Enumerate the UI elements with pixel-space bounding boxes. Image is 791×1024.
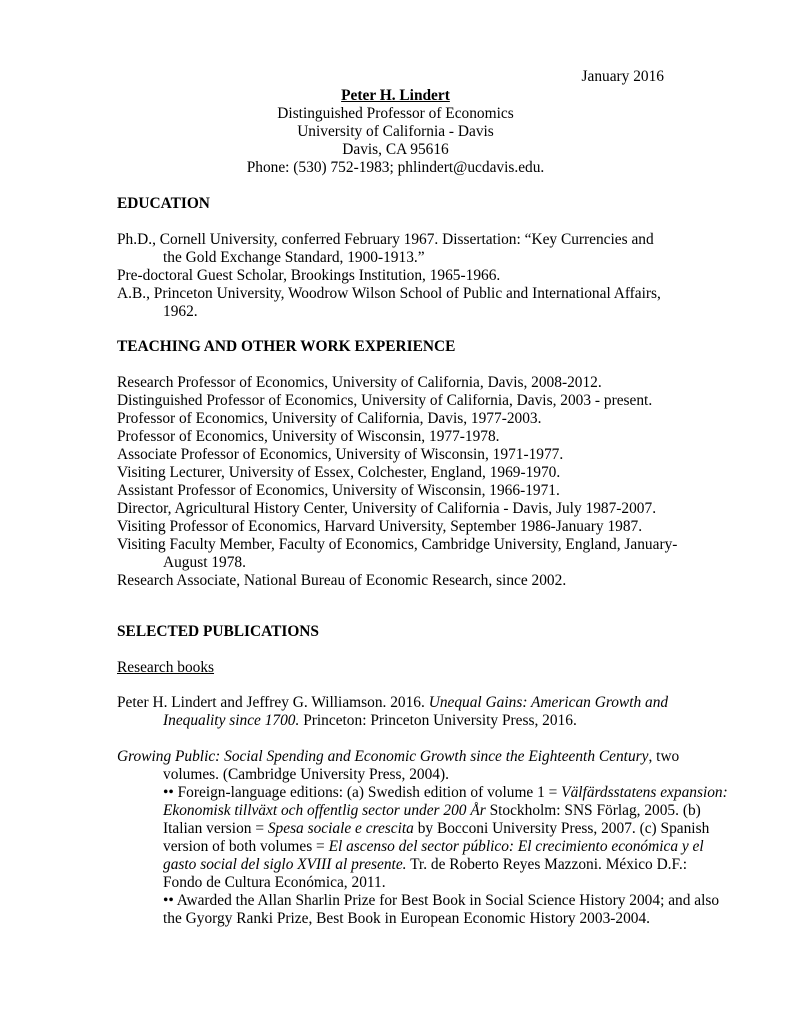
- book2-swedish-pub: Stockholm: SNS Förlag, 2005. (b): [485, 802, 701, 819]
- list-item: Professor of Economics, University of Wisconsin, 1977-1978.: [117, 428, 500, 445]
- list-item: Assistant Professor of Economics, University of Wisconsin, 1966-1971.: [117, 482, 560, 499]
- book2-italian-pub: by Bocconi University Press, 2007. (c) Spanish: [413, 820, 710, 837]
- education-ab-line2: 1962.: [163, 303, 198, 320]
- book2-title: Growing Public: Social Spending and Economic Growth since the Eighteenth Century: [117, 748, 649, 765]
- publications-heading: SELECTED PUBLICATIONS: [117, 623, 319, 640]
- education-predoc: Pre-doctoral Guest Scholar, Brookings Institution, 1965-1966.: [117, 267, 501, 284]
- list-item: Professor of Economics, University of California, Davis, 1977-2003.: [117, 410, 542, 427]
- book2-spanish-pub: Tr. de Roberto Reyes Mazzoni. México D.F.:: [406, 856, 687, 873]
- book2-spanish-title-2: gasto social del siglo XVIII al presente.: [163, 856, 407, 873]
- document-date: January 2016: [581, 68, 664, 85]
- list-item: August 1978.: [163, 554, 246, 571]
- book2-swedish-title-1: Välfärdsstatens expansion:: [561, 784, 728, 801]
- list-item: Research Associate, National Bureau of Economic Research, since 2002.: [117, 572, 567, 589]
- book2-award-line1: •• Awarded the Allan Sharlin Prize for Best Book in Social Science History 2004; and also: [163, 892, 720, 909]
- author-city: Davis, CA 95616: [342, 141, 449, 158]
- author-name: Peter H. Lindert: [341, 87, 450, 104]
- book2-spanish-pub2: Fondo de Cultura Económica, 2011.: [163, 874, 386, 891]
- book-entry-growing-public: [117, 748, 737, 928]
- book-entry-unequal-gains: [117, 694, 737, 730]
- book2-swedish-title-2: Ekonomisk tillväxt och offentlig sector under 200 År: [163, 802, 486, 819]
- list-item: Visiting Faculty Member, Faculty of Economics, Cambridge University, England, January-: [117, 536, 678, 553]
- education-phd-line1: Ph.D., Cornell University, conferred February 1967. Dissertation: “Key Currencies and: [117, 231, 654, 248]
- book1-publisher: Princeton: Princeton University Press, 2016.: [299, 712, 577, 729]
- book2-foreign-intro: •• Foreign-language editions: (a) Swedish edition of volume 1 =: [163, 784, 562, 801]
- book2-italian-intro: Italian version =: [163, 820, 268, 837]
- education-list: [117, 231, 737, 321]
- author-university: University of California - Davis: [297, 123, 494, 140]
- list-item: Research Professor of Economics, University of California, Davis, 2008-2012.: [117, 374, 602, 391]
- author-title: Distinguished Professor of Economics: [277, 105, 514, 122]
- book2-italian-title: Spesa sociale e crescita: [267, 820, 414, 837]
- book2-spanish-title-1: El ascenso del sector público: El crecimiento económica y el: [328, 838, 704, 855]
- list-item: Associate Professor of Economics, University of Wisconsin, 1971-1977.: [117, 446, 564, 463]
- list-item: Distinguished Professor of Economics, University of California, Davis, 2003 - present.: [117, 392, 653, 409]
- book2-spanish-intro: version of both volumes =: [163, 838, 329, 855]
- research-books-subheading: [117, 659, 737, 677]
- author-contact: Phone: (530) 752-1983; phlindert@ucdavis.edu.: [246, 159, 545, 176]
- book1-title-part2: Inequality since 1700.: [163, 712, 300, 729]
- book2-award-line2: the Gyorgy Ranki Prize, Best Book in European Economic History 2003-2004.: [163, 910, 651, 927]
- list-item: Director, Agricultural History Center, University of California - Davis, July 1987-2007.: [117, 500, 657, 517]
- cv-header: [0, 87, 791, 177]
- book2-volumes: volumes. (Cambridge University Press, 2004).: [163, 766, 449, 783]
- list-item: Visiting Professor of Economics, Harvard University, September 1986-January 1987.: [117, 518, 643, 535]
- book2-after-title: , two: [648, 748, 680, 765]
- experience-heading: TEACHING AND OTHER WORK EXPERIENCE: [117, 338, 456, 355]
- education-ab-line1: A.B., Princeton University, Woodrow Wilson School of Public and International Affairs,: [117, 285, 661, 302]
- book1-title-part1: Unequal Gains: American Growth and: [428, 694, 669, 711]
- education-heading: EDUCATION: [117, 195, 210, 212]
- list-item: Visiting Lecturer, University of Essex, Colchester, England, 1969-1970.: [117, 464, 561, 481]
- experience-list: [117, 374, 737, 590]
- book1-authors: Peter H. Lindert and Jeffrey G. Williamson. 2016.: [117, 694, 429, 711]
- subheading-text: Research books: [117, 659, 215, 676]
- education-phd-line2: the Gold Exchange Standard, 1900-1913.”: [163, 249, 425, 266]
